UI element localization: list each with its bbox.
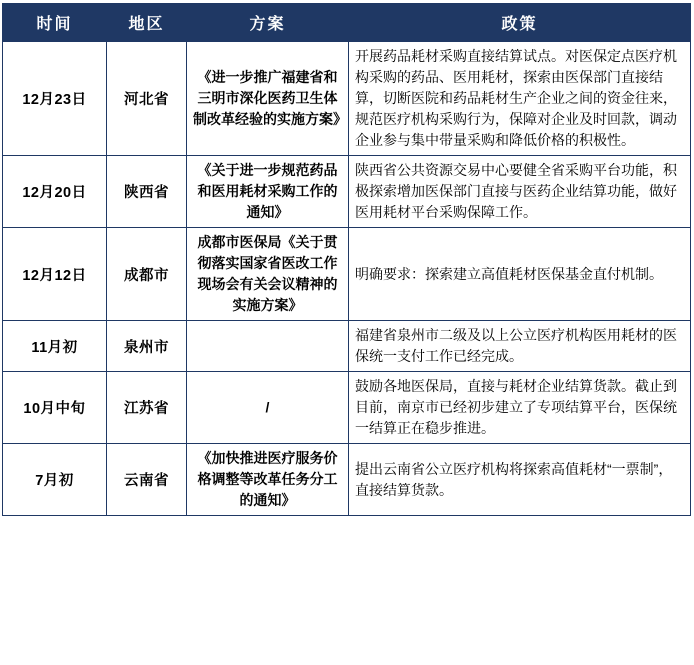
cell-policy: 明确要求：探索建立高值耗材医保基金直付机制。	[349, 228, 691, 321]
cell-region: 河北省	[107, 42, 187, 156]
cell-policy: 陕西省公共资源交易中心要健全省采购平台功能，积极探索增加医保部门直接与医药企业结算功能，做好医用耗材平台采购保障工作。	[349, 156, 691, 228]
table-row	[3, 156, 691, 228]
cell-plan: 《关于进一步规范药品和医用耗材采购工作的通知》	[187, 156, 349, 228]
column-header-date: 时间	[3, 4, 107, 42]
cell-plan: 《进一步推广福建省和三明市深化医药卫生体制改革经验的实施方案》	[187, 42, 349, 156]
column-header-region: 地区	[107, 4, 187, 42]
cell-date: 12月20日	[3, 156, 107, 228]
table-row	[3, 228, 691, 321]
cell-date: 10月中旬	[3, 372, 107, 444]
table-header-row	[3, 4, 691, 42]
cell-region: 成都市	[107, 228, 187, 321]
cell-date: 12月23日	[3, 42, 107, 156]
column-header-policy: 政策	[349, 4, 691, 42]
cell-policy: 鼓励各地医保局，直接与耗材企业结算货款。截止到目前，南京市已经初步建立了专项结算平台，医保统一结算正在稳步推进。	[349, 372, 691, 444]
cell-plan: 成都市医保局《关于贯彻落实国家省医改工作现场会有关会议精神的实施方案》	[187, 228, 349, 321]
cell-region: 泉州市	[107, 321, 187, 372]
table-header	[3, 4, 691, 42]
cell-plan: /	[187, 372, 349, 444]
cell-policy: 开展药品耗材采购直接结算试点。对医保定点医疗机构采购的药品、医用耗材，探索由医保部门直接结算，切断医院和药品耗材生产企业之间的资金往来，规范医疗机构采购行为，保障对企业及时回款，调动企业参与集中带量采购和降低价格的积极性。	[349, 42, 691, 156]
table-row	[3, 444, 691, 516]
cell-region: 陕西省	[107, 156, 187, 228]
table-row	[3, 372, 691, 444]
cell-date: 11月初	[3, 321, 107, 372]
cell-region: 云南省	[107, 444, 187, 516]
policy-table	[2, 3, 691, 516]
cell-region: 江苏省	[107, 372, 187, 444]
cell-policy: 福建省泉州市二级及以上公立医疗机构医用耗材的医保统一支付工作已经完成。	[349, 321, 691, 372]
table-row	[3, 321, 691, 372]
cell-policy: 提出云南省公立医疗机构将探索高值耗材“一票制”，直接结算货款。	[349, 444, 691, 516]
cell-date: 7月初	[3, 444, 107, 516]
column-header-plan: 方案	[187, 4, 349, 42]
table-row	[3, 42, 691, 156]
cell-plan	[187, 321, 349, 372]
cell-date: 12月12日	[3, 228, 107, 321]
cell-plan: 《加快推进医疗服务价格调整等改革任务分工的通知》	[187, 444, 349, 516]
table-body	[3, 42, 691, 516]
